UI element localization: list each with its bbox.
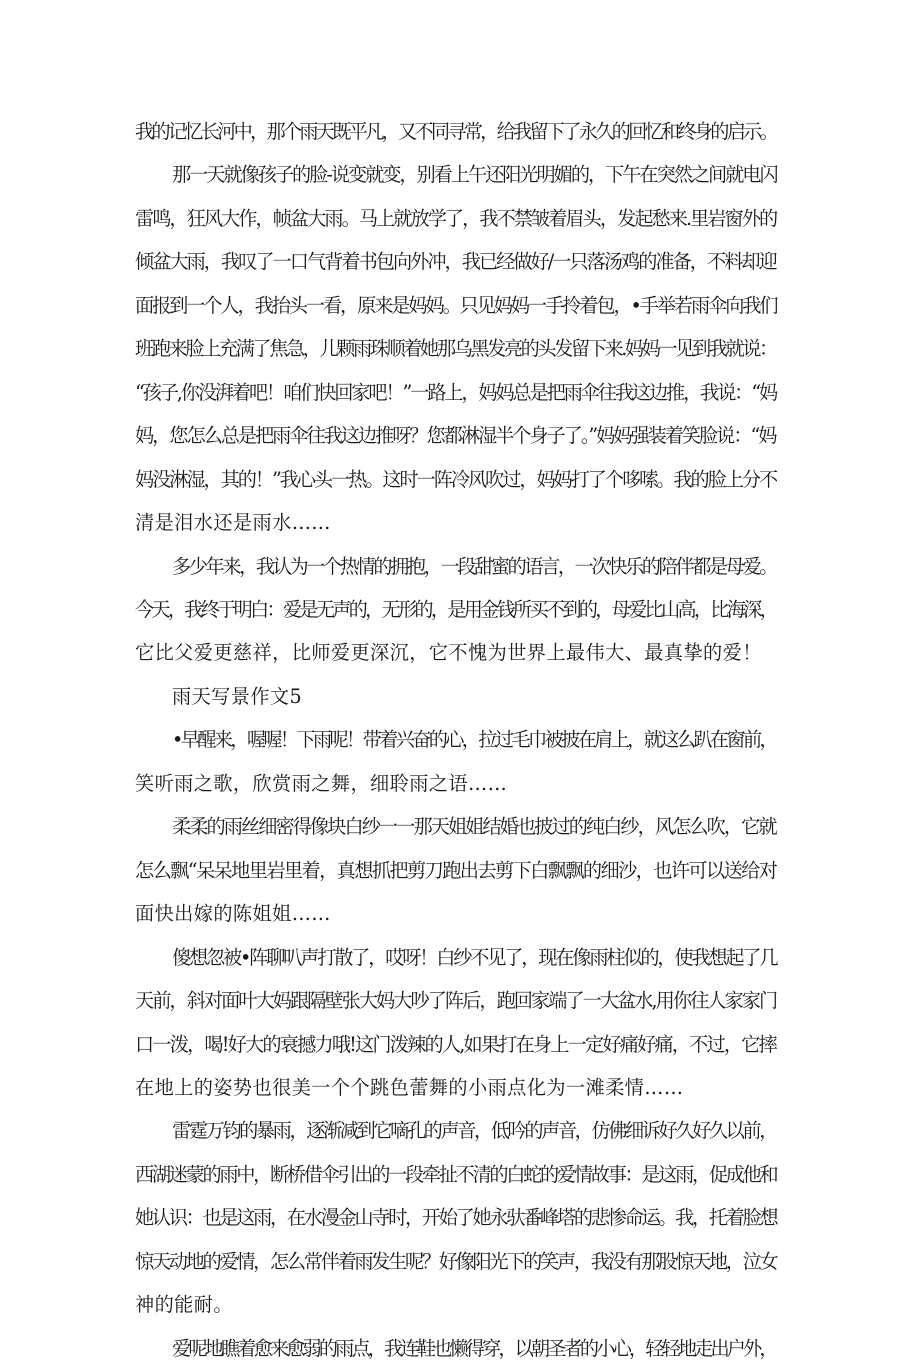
text-line: 妈没淋湿，其的！”我心头一热。这时一阵冷风吹过，妈妈打了个哆嗦。我的脸上分不 (135, 467, 777, 491)
text-line: 我的记忆长河中，那个雨天既平凡，又不同寻常，给我留下了永久的回忆和终身的启示。 (135, 120, 777, 143)
section-heading: 雨天写景作文5 (172, 684, 303, 708)
text-line: 笑听雨之歌，欣赏雨之舞，细聆雨之语…… (135, 771, 508, 795)
text-line: 柔柔的雨丝细密得像块白纱一一那天姐姐结婚也披过的纯白纱，风怎么吹，它就 (172, 815, 776, 839)
text-line: 神的能耐。 (135, 1293, 233, 1317)
text-line: 怎么飘“呆呆地里岩里着，真想抓把剪刀跑出去剪下白飘飘的细沙，也许可以送给对 (135, 858, 777, 882)
text-line: 妈，您怎么总是把雨伞往我这边推呀？您都淋湿半个身子了。”妈妈强装着笑脸说：“妈 (135, 424, 776, 448)
text-line: 面报到一个人，我抬头一看，原来是妈妈。只见妈妈一手拎着包，•手举若雨伞向我们 (135, 293, 777, 317)
text-line: 那一天就像孩子的脸-说变就变，别看上午还阳光明媚的，下午在突然之间就电闪 (172, 163, 777, 187)
text-line: 她认识：也是这雨，在水漫金山寺时，开始了她永驮番峰塔的悲惨命运。我，托着脸想 (135, 1206, 777, 1230)
text-line: 在地上的姿势也很美一个个跳色蕾舞的小雨点化为一滩柔情…… (135, 1075, 684, 1099)
text-line: 倾盆大雨，我叹了一口气背着书包向外冲，我已经做好/一只落汤鸡的准备，不料却迎 (135, 250, 776, 274)
text-line: 面快出嫁的陈姐姐…… (135, 902, 331, 926)
text-line: 雷鸣，狂风大作，帧盆大雨。马上就放学了，我不禁皱着眉头，发起愁来.里岩窗外的 (135, 206, 777, 230)
text-line: 今天，我终于明白：爱是无声的，无形的，是用金钱所买不到的，母爱比山高，比海深， (135, 598, 777, 621)
text-line: 西湖迷蒙的雨中，断桥借伞引出的一段牵扯不清的白蛇的爱情故事：是这雨，促成他和 (135, 1162, 777, 1186)
text-line: “孩子,你没湃着吧！咱们快回家吧！”一路上，妈妈总是把雨伞往我这边推，我说：“妈 (135, 380, 777, 404)
text-line: 它比父爱更慈祥，比师爱更深沉，它不愧为世界上最伟大、最真挚的爱！ (135, 641, 762, 665)
text-line: 清是泪水还是雨水…… (135, 511, 331, 535)
text-line: 傻想忽被•阵聊叭声打散了，哎呀！白纱不见了，现在像雨柱似的，使我想起了几 (172, 945, 777, 969)
text-line: 惊天动地的爱情，怎么常伴着雨发生呢？好像阳光下的笑声，我没有那股惊天地，泣女 (135, 1249, 777, 1273)
text-line: 雷霆万钧的暴雨，逐渐减到它嘀孔的声音，低吟的声音，仿佛细诉好久好久以前， (172, 1119, 776, 1143)
text-line: 多少年来，我认为一个热情的拥抱，一段甜蜜的语言，一次快乐的陪伴都是母爱。 (172, 554, 776, 578)
text-line: 班跑来脸上充满了焦急，儿颗雨珠顺着她那乌黑发亮的头发留下来.妈妈一见到我就说： (135, 337, 776, 361)
text-line: 天前，斜对面叶大妈跟隔壁张大妈大吵了阵后，跑回家端了一大盆水,用你往人家家门 (135, 989, 777, 1012)
text-line: 口一泼，喝!好大的衰撼力哦!这门泼辣的人,如果打在身上一定好痛好痛，不过，它摔 (135, 1032, 776, 1056)
text-line: •早醒来，喔喔！下雨呢！带着兴奋的心，拉过毛巾被披在肩上，就这么趴在窗前， (172, 728, 777, 752)
text-line: 爱呢地瞧着愈来愈弱的雨点，我连鞋也懒得穿，以朝圣者的小心，轻轻地走出户外， (172, 1336, 776, 1360)
